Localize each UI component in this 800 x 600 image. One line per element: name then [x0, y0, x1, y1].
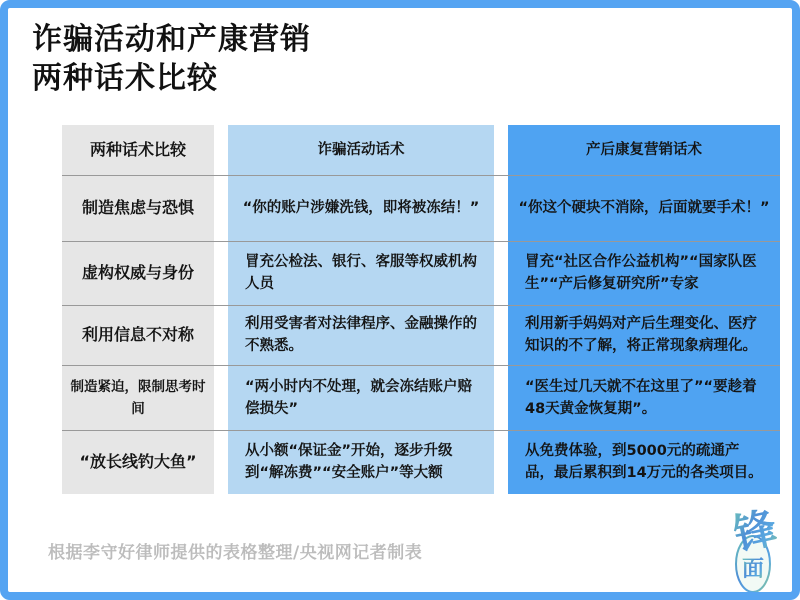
row-label: 制造焦虑与恐惧 [62, 175, 214, 241]
page-title [32, 20, 311, 98]
header-cell-postpartum: 产后康复营销话术 [508, 125, 780, 175]
row-label: 虚构权威与身份 [62, 241, 214, 305]
fraud-cell: 冒充公检法、银行、客服等权威机构人员 [228, 241, 494, 305]
row-label: 利用信息不对称 [62, 305, 214, 365]
postpartum-cell: 冒充“社区合作公益机构”“国家队医生”“产后修复研究所”专家 [508, 241, 780, 305]
fraud-cell: “你的账户涉嫌洗钱，即将被冻结！” [228, 175, 494, 241]
fraud-cell: 利用受害者对法律程序、金融操作的不熟悉。 [228, 305, 494, 365]
postpartum-cell: 从免费体验，到5000元的疏通产品，最后累积到14万元的各类项目。 [508, 430, 780, 494]
logo-char-bottom: 面 [742, 557, 765, 582]
title-line-1: 诈骗活动和产康营销 [32, 22, 311, 57]
row-label: 制造紧迫，限制思考时间 [62, 365, 214, 430]
header-cell-fraud: 诈骗活动话术 [228, 125, 494, 175]
fraud-cell: 从小额“保证金”开始，逐步升级到“解冻费”“安全账户”等大额 [228, 430, 494, 494]
postpartum-cell: “你这个硬块不消除，后面就要手术！” [508, 175, 780, 241]
source-note: 根据李守好律师提供的表格整理/央视网记者制表 [48, 543, 423, 563]
fengmian-logo [720, 502, 786, 596]
comparison-table [62, 125, 780, 494]
postpartum-cell: 利用新手妈妈对产后生理变化、医疗知识的不了解，将正常现象病理化。 [508, 305, 780, 365]
fraud-cell: “两小时内不处理，就会冻结账户赔偿损失” [228, 365, 494, 430]
header-cell-label: 两种话术比较 [62, 125, 214, 175]
title-line-2: 两种话术比较 [32, 61, 218, 96]
row-label: “放长线钓大鱼” [62, 430, 214, 494]
postpartum-cell: “医生过几天就不在这里了”“要趁着48天黄金恢复期”。 [508, 365, 780, 430]
logo-char-top: 锋 [729, 502, 781, 560]
